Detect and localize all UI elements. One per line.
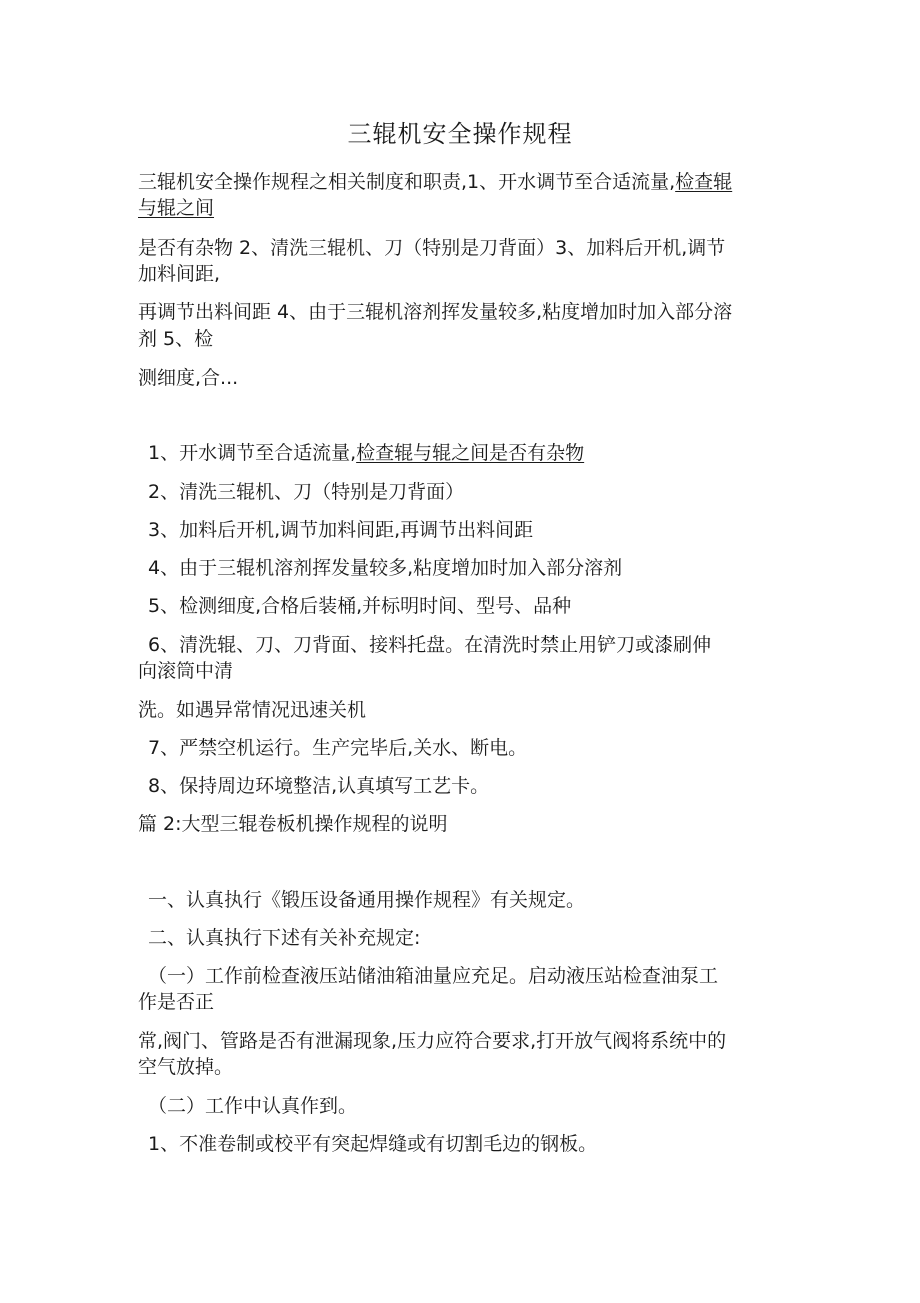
intro-line-2: [138, 195, 214, 221]
rule-2-2-item-1: 1、不准卷制或校平有突起焊缝或有切割毛边的钢板。: [148, 1133, 598, 1155]
step-2: 2、清洗三辊机、刀（特别是刀背面）: [148, 481, 465, 503]
step-7: 7、严禁空机运行。生产完毕后,关水、断电。: [148, 737, 528, 759]
underlined-text: 检查辊: [675, 171, 733, 193]
step-8: 8、保持周边环境整洁,认真填写工艺卡。: [148, 775, 490, 797]
intro-line-3: 是否有杂物 2、清洗三辊机、刀（特别是刀背面）3、加料后开机,调节: [138, 237, 726, 259]
part2-heading: 篇 2:大型三辊卷板机操作规程的说明: [138, 813, 448, 835]
intro-text: 三辊机安全操作规程之相关制度和职责,1、开水调节至合适流量,: [138, 171, 676, 193]
step-6-line-3: 洗。如遇异常情况迅速关机: [138, 699, 367, 721]
rule-2-1-line-1: （一）工作前检查液压站储油箱油量应充足。启动液压站检查油泵工: [148, 965, 719, 987]
step-6-line-2: 向滚筒中清: [138, 660, 234, 682]
rule-2: 二、认真执行下述有关补充规定:: [148, 927, 421, 949]
intro-line-5: 再调节出料间距 4、由于三辊机溶剂挥发量较多,粘度增加时加入部分溶: [138, 301, 733, 323]
intro-line-1: [138, 169, 732, 195]
rule-1: 一、认真执行《锻压设备通用操作规程》有关规定。: [148, 889, 586, 911]
rule-2-1-line-3: 常,阀门、管路是否有泄漏现象,压力应符合要求,打开放气阀将系统中的: [138, 1030, 727, 1052]
rule-2-1-line-2: 作是否正: [138, 991, 215, 1013]
step-4: 4、由于三辊机溶剂挥发量较多,粘度增加时加入部分溶剂: [148, 557, 623, 579]
step-3: 3、加料后开机,调节加料间距,再调节出料间距: [148, 519, 534, 541]
rule-2-2: （二）工作中认真作到。: [148, 1095, 358, 1117]
step-1: [148, 440, 584, 466]
intro-line-7: 测细度,合...: [138, 367, 239, 389]
step-6-line-1: 6、清洗辊、刀、刀背面、接料托盘。在清洗时禁止用铲刀或漆刷伸: [148, 634, 712, 656]
rule-2-1-line-4: 空气放掉。: [138, 1056, 234, 1078]
intro-line-6: 剂 5、检: [138, 328, 214, 350]
underlined-text: 与辊之间: [138, 197, 215, 219]
document-title: 三辊机安全操作规程: [347, 120, 573, 148]
intro-line-4: 加料间距,: [138, 263, 221, 285]
step-5: 5、检测细度,合格后装桶,并标明时间、型号、品种: [148, 595, 572, 617]
underlined-text: 检查辊与辊之间是否有杂物: [356, 442, 585, 464]
step-text: 1、开水调节至合适流量,: [148, 442, 357, 464]
